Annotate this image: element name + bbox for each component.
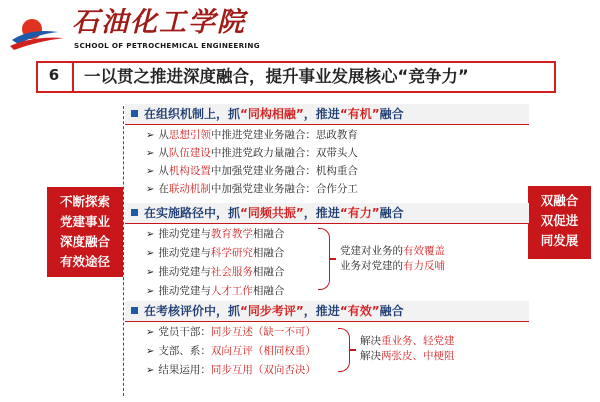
note-line: 党建对业务的有效覆盖 — [340, 245, 445, 257]
right-line: 同发展 — [540, 233, 579, 248]
list-item: ➢ 从队伍建设中推进党政力量融合：双带头人 — [146, 147, 358, 159]
right-summary-box — [528, 186, 591, 259]
list-item: ➢ 从思想引领中推进党建业务融合：思政教育 — [146, 129, 358, 141]
school-name-cn: 石油化工学院 — [72, 7, 246, 38]
arrow-icon: ➢ — [146, 248, 155, 259]
arrow-icon: ➢ — [146, 327, 155, 338]
section-3-notes — [360, 334, 455, 364]
list-item: ➢ 在联动机制中加强党建业务融合：合作分工 — [146, 183, 358, 195]
arrow-icon: ➢ — [146, 286, 155, 297]
school-name-en: SCHOOL OF PETROCHEMICAL ENGINEERING — [74, 41, 260, 50]
left-line: 深度融合 — [59, 234, 110, 249]
list-item: ➢ 推动党建与人才工作相融合 — [146, 285, 285, 297]
section-header-2 — [125, 203, 529, 224]
slide-title: 一以贯之推进深度融合，提升事业发展核心“竞争力” — [84, 67, 469, 86]
list-item: ➢ 推动党建与科学研究相融合 — [146, 247, 285, 259]
section-2-list — [146, 227, 284, 299]
arrow-icon: ➢ — [146, 229, 155, 240]
arrow-icon: ➢ — [146, 184, 155, 195]
section-3-list — [146, 325, 316, 378]
list-item: ➢ 党员干部：同步互述（缺一不可） — [146, 326, 316, 338]
note-line: 解决两张皮、中梗阻 — [360, 350, 455, 362]
list-item: ➢ 推动党建与社会服务相融合 — [146, 266, 285, 278]
section-1-list — [146, 128, 358, 197]
arrow-icon: ➢ — [146, 267, 155, 278]
left-line: 党建事业 — [59, 214, 110, 229]
section-title-3: 在考核评价中，抓“同步考评”，推进“有效”融合 — [125, 301, 529, 321]
left-line: 不断探索 — [59, 194, 110, 209]
school-logo — [8, 8, 68, 52]
left-line: 有效途径 — [59, 254, 110, 269]
section-title-1: 在组织机制上，抓“同构相融”，推进“有机”融合 — [125, 104, 529, 124]
note-line: 解决重业务、轻党建 — [360, 335, 455, 347]
section-header-3 — [125, 301, 529, 322]
square-bullet-icon — [131, 110, 138, 117]
square-bullet-icon — [131, 209, 138, 216]
section-2-notes — [340, 244, 445, 274]
arrow-icon: ➢ — [146, 346, 155, 357]
bracket-3 — [338, 328, 350, 372]
bracket-2 — [318, 228, 330, 290]
bracket-tick — [330, 258, 336, 260]
right-line: 双促进 — [540, 213, 579, 228]
arrow-icon: ➢ — [146, 166, 155, 177]
section-header-1 — [125, 104, 529, 125]
list-item: ➢ 从机构设置中加强党建业务融合：机构重合 — [146, 165, 358, 177]
square-bullet-icon — [131, 307, 138, 314]
title-number: 6 — [36, 61, 74, 93]
arrow-icon: ➢ — [146, 365, 155, 376]
list-item: ➢ 推动党建与教育教学相融合 — [146, 228, 285, 240]
right-line: 双融合 — [540, 193, 579, 208]
list-item: ➢ 结果运用：同步互用（双向否决） — [146, 364, 316, 376]
list-item: ➢ 支部、系：双向互评（相同权重） — [146, 345, 316, 357]
bracket-tick — [350, 349, 356, 351]
note-line: 业务对党建的有力反哺 — [340, 260, 445, 272]
arrow-icon: ➢ — [146, 148, 155, 159]
section-title-2: 在实施路径中，抓“同频共振”，推进“有力”融合 — [125, 203, 529, 223]
arrow-icon: ➢ — [146, 130, 155, 141]
left-summary-box — [47, 187, 123, 277]
